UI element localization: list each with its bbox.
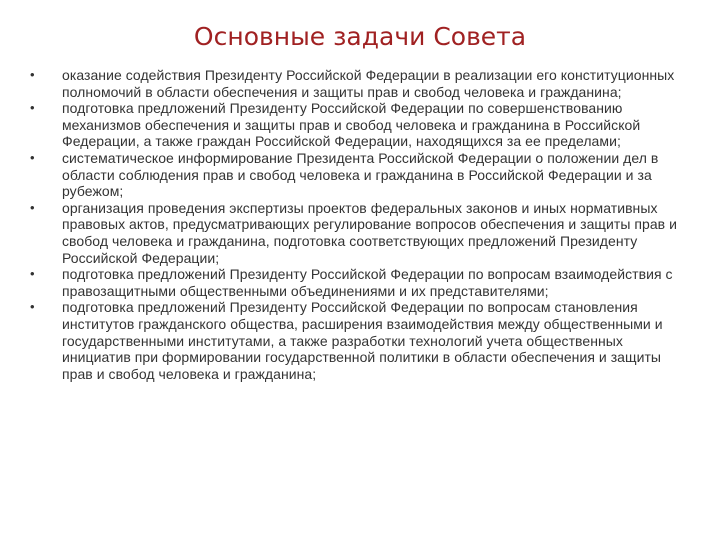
bullet-icon: • bbox=[30, 149, 35, 165]
task-list bbox=[30, 67, 680, 382]
bullet-icon: • bbox=[30, 199, 35, 215]
list-item-text: подготовка предложений Президенту Российской Федерации по вопросам взаимодействия с правозащитными общественными объединениями и их представителями; bbox=[62, 266, 673, 299]
list-item bbox=[30, 200, 680, 266]
list-item bbox=[30, 67, 680, 100]
list-item bbox=[30, 266, 680, 299]
list-item bbox=[30, 100, 680, 150]
list-item-text: подготовка предложений Президенту Российской Федерации по совершенствованию механизмов обеспечения и защиты прав и свобод человека и гражданина в Российской Федерации, а также граждан Российской Федерации, находящихся за ее пределами; bbox=[62, 100, 641, 150]
bullet-icon: • bbox=[30, 299, 35, 315]
list-item bbox=[30, 150, 680, 200]
list-item bbox=[30, 299, 680, 382]
list-item-text: оказание содействия Президенту Российской Федерации в реализации его конституционных полномочий в области обеспечения и защиты прав и свобод человека и гражданина; bbox=[62, 67, 675, 100]
slide-title: Основные задачи Совета bbox=[193, 22, 527, 51]
list-item-text: систематическое информирование Президента Российской Федерации о положении дел в области соблюдения прав и свобод человека и гражданина в Российской Федерации и за рубежом; bbox=[62, 149, 659, 200]
bullet-icon: • bbox=[30, 67, 35, 82]
list-item-text: подготовка предложений Президенту Российской Федерации по вопросам становления институтов гражданского общества, расширения взаимодействия между общественными и государственными институтами, а также разработки технологий учета общественных инициатив при формировании государственной политики в области обеспечения и защиты прав и свобод человека и гражданина; bbox=[62, 299, 663, 382]
bullet-icon: • bbox=[30, 266, 35, 282]
bullet-icon: • bbox=[30, 100, 35, 116]
list-item-text: организация проведения экспертизы проектов федеральных законов и иных нормативных правовых актов, предусматривающих регулирование вопросов обеспечения и защиты прав и свобод человека и гражданина, подготовка соответствующих предложений Президенту Российской Федерации; bbox=[62, 199, 677, 266]
